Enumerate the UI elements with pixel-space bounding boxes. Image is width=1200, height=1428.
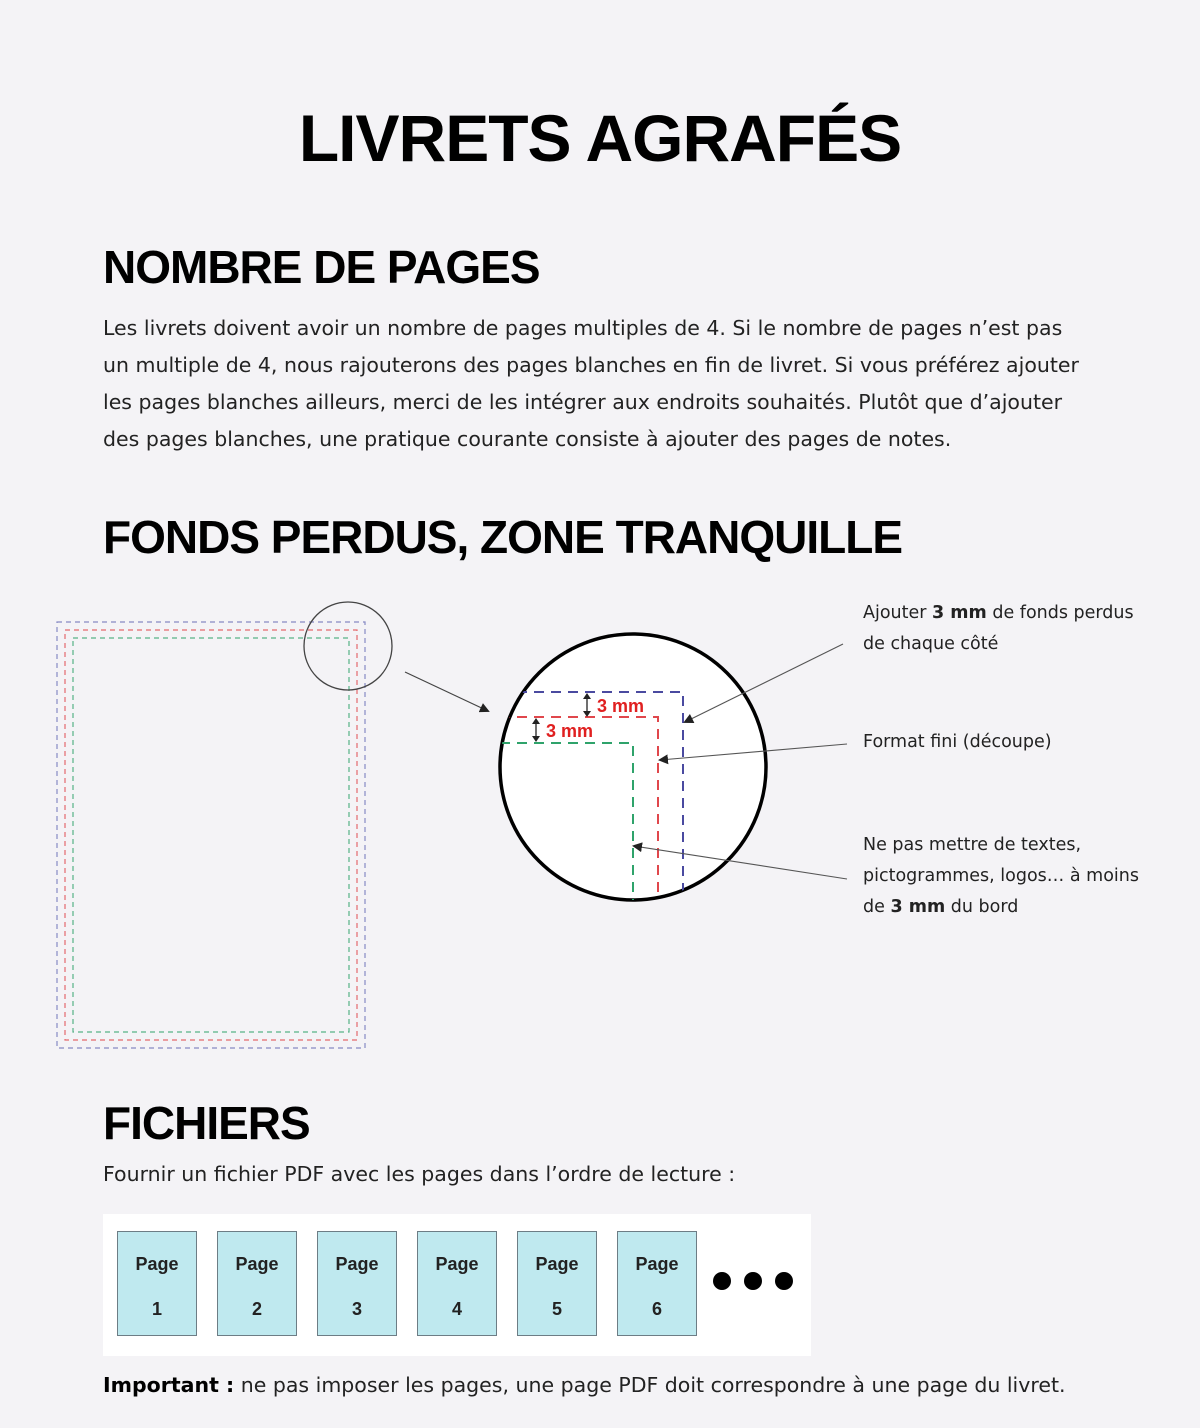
page-thumb-label: Page	[235, 1254, 279, 1274]
note-trim: Format fini (découpe)	[863, 732, 1052, 752]
ellipsis-dot-icon	[713, 1272, 731, 1290]
heading-nombre-de-pages: NOMBRE DE PAGES	[103, 241, 540, 293]
zoom-label-safe: 3 mm	[546, 721, 594, 741]
page-thumb	[317, 1231, 397, 1336]
zoom-arrow	[405, 672, 488, 711]
page-thumb	[617, 1231, 697, 1336]
magnifier-circle	[304, 602, 392, 690]
bleed-frame	[57, 622, 365, 1048]
page-thumb	[417, 1231, 497, 1336]
fichiers-intro: Fournir un fichier PDF avec les pages dans l’ordre de lecture :	[103, 1162, 736, 1186]
page-thumb-label: Page	[635, 1254, 679, 1274]
page-thumb-number: 6	[651, 1299, 662, 1319]
page-thumb-label: Page	[435, 1254, 479, 1274]
page-thumb-number: 1	[151, 1299, 162, 1319]
page-thumb-number: 3	[351, 1299, 362, 1319]
bleed-diagram	[0, 590, 1200, 1060]
page-thumb-number: 5	[551, 1299, 562, 1319]
heading-fonds-perdus: FONDS PERDUS, ZONE TRANQUILLE	[103, 511, 903, 563]
page-thumb-label: Page	[535, 1254, 579, 1274]
page-title: LIVRETS AGRAFÉS	[298, 101, 902, 175]
trim-frame	[65, 630, 357, 1040]
ellipsis-dot-icon	[744, 1272, 762, 1290]
page-order-strip	[103, 1214, 811, 1356]
page-thumb	[217, 1231, 297, 1336]
page-thumb-number: 2	[251, 1299, 262, 1319]
heading-fichiers: FICHIERS	[103, 1097, 310, 1149]
paragraph-line: les pages blanches ailleurs, merci de les intégrer aux endroits souhaités. Plutôt que d’ajouter	[103, 390, 1063, 414]
page-thumb	[517, 1231, 597, 1336]
page-frames	[57, 622, 365, 1048]
zoom-label-bleed: 3 mm	[597, 696, 645, 716]
paragraph-line: Les livrets doivent avoir un nombre de pages multiples de 4. Si le nombre de pages n’est pas	[103, 316, 1063, 340]
page-thumb	[117, 1231, 197, 1336]
page-thumb-number: 4	[451, 1299, 462, 1319]
page-thumb-label: Page	[335, 1254, 379, 1274]
ellipsis-dot-icon	[775, 1272, 793, 1290]
page-thumb-label: Page	[135, 1254, 179, 1274]
note-bleed: Ajouter 3 mm de fonds perdus de chaque côté	[863, 603, 1134, 654]
note-safe: Ne pas mettre de textes, pictogrammes, logos… à moins de 3 mm du bord	[863, 835, 1139, 917]
paragraph-line: des pages blanches, une pratique courante consiste à ajouter des pages de notes.	[103, 427, 952, 451]
important-text: ne pas imposer les pages, une page PDF doit correspondre à une page du livret.	[234, 1373, 1066, 1397]
paragraph-nombre-de-pages	[103, 310, 1153, 458]
important-note	[103, 1373, 1066, 1397]
important-label: Important :	[103, 1373, 235, 1397]
paragraph-line: un multiple de 4, nous rajouterons des pages blanches en fin de livret. Si vous préférez ajouter	[103, 353, 1079, 377]
safe-frame	[73, 638, 349, 1032]
